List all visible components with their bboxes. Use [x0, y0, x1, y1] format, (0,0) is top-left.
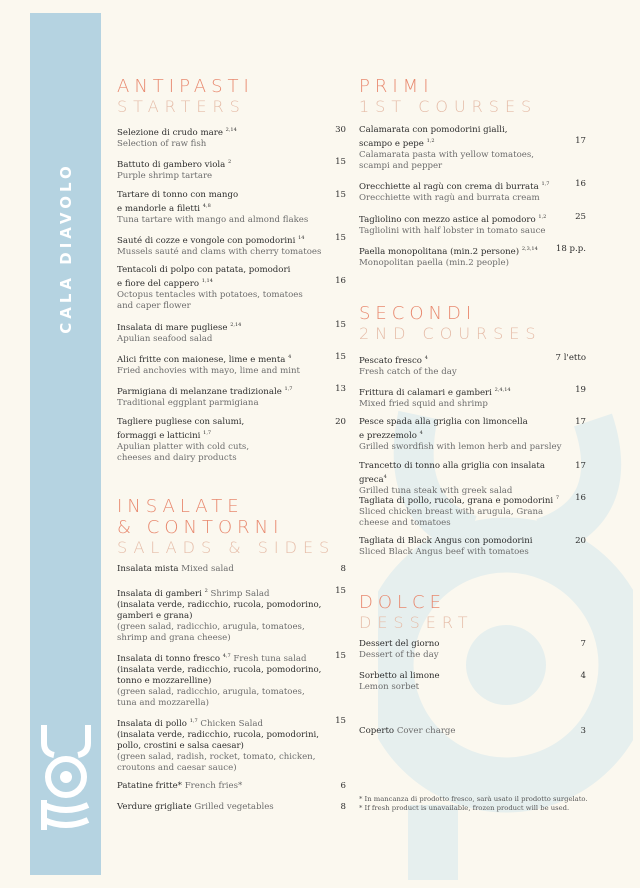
item-name [117, 428, 346, 442]
price: 17 [575, 461, 586, 471]
insalate-section [117, 496, 346, 826]
item-text: Grilled vegetables [194, 802, 274, 812]
price: 15 [335, 586, 346, 596]
item-name: Tagliata di Black Angus con pomodorini [359, 536, 533, 546]
item-name [117, 564, 346, 575]
item-name [117, 276, 346, 290]
item-name: Tagliere pugliese con salumi, [117, 417, 245, 427]
item-description: Purple shrimp tartare [117, 170, 213, 181]
menu-item [117, 564, 346, 575]
item-text: e prezzemolo [359, 430, 417, 441]
allergen-codes: 4 [424, 355, 428, 361]
item-name [359, 461, 586, 486]
item-name [117, 352, 346, 366]
item-name [117, 586, 346, 600]
item-description: Sliced chicken breast with arugula, Grana [359, 506, 544, 517]
menu-item [117, 157, 346, 182]
allergen-codes: 2,3,14 [521, 246, 538, 252]
item-description: Dessert of the day [359, 650, 439, 660]
item-text: Alici fritte con maionese, lime e menta [117, 354, 286, 365]
dolce-title: DOLCE [359, 592, 446, 613]
primi-section [359, 76, 586, 276]
item-text: Mixed salad [181, 564, 234, 574]
item-description: Selection of raw fish [117, 138, 207, 149]
menu-item [117, 352, 346, 377]
item-name: (insalata verde, radicchio, rucola, pomodorino, tonno e mozzarelline) [117, 664, 322, 686]
secondi-title: SECONDI [359, 303, 477, 324]
item-name: Sorbetto al limone [359, 671, 440, 681]
menu-item [359, 179, 586, 204]
allergen-codes: 14 [298, 235, 305, 241]
item-description: Tuna tartare with mango and almond flakes [117, 214, 309, 225]
price: 15 [335, 157, 346, 167]
allergen-codes: 4 [419, 430, 423, 436]
item-name [117, 201, 346, 215]
secondi-subtitle: 2ND COURSES [359, 324, 542, 343]
item-name: (insalata verde, radicchio, rucola, pomodorini, pollo, crostini e salsa caesar) [117, 729, 319, 751]
item-text: Parmigiana di melanzane tradizionale [117, 386, 282, 397]
item-description: Grilled swordfish with lemon herb and parsley [359, 441, 562, 452]
item-name [359, 212, 586, 226]
item-text: Pescato fresco [359, 355, 422, 366]
item-name [359, 428, 586, 442]
allergen-codes: 1,2 [538, 214, 547, 220]
menu-item [359, 461, 586, 497]
item-name [117, 781, 346, 792]
item-text: Verdure grigliate [117, 802, 192, 812]
item-name: Dessert del giorno [359, 639, 440, 649]
price: 7 [580, 639, 586, 649]
item-name [359, 493, 586, 507]
menu-item [359, 125, 586, 172]
item-description: Apulian platter with cold cuts, [117, 441, 250, 452]
price: 30 [335, 125, 346, 135]
menu-item [359, 639, 586, 661]
sidebar-band [30, 13, 101, 875]
item-text: Insalata di tonno fresco [117, 653, 220, 664]
menu-item [359, 493, 586, 529]
item-name: Tentacoli di polpo con patata, pomodori [117, 265, 291, 275]
item-description: Traditional eggplant parmigiana [117, 397, 259, 408]
price: 17 [575, 136, 586, 146]
item-description: Fresh catch of the day [359, 366, 457, 377]
price: 15 [335, 716, 346, 726]
item-text: Insalata di mare pugliese [117, 322, 228, 333]
item-name [359, 385, 586, 399]
item-name [117, 802, 346, 813]
item-name: (insalata verde, radicchio, rucola, pomodorino, gamberi e grana) [117, 599, 322, 621]
menu-item [117, 716, 346, 774]
contorni-title: & CONTORNI [117, 517, 284, 538]
item-description: Mixed fried squid and shrimp [359, 398, 488, 409]
item-text: Trancetto di tonno alla griglia con insalata greca [359, 461, 545, 485]
insalate-title: INSALATE [117, 496, 244, 517]
allergen-codes: 4,7 [222, 653, 231, 659]
item-text: Cover charge [396, 726, 456, 736]
price: 13 [335, 384, 346, 394]
allergen-codes: 4 [288, 354, 292, 360]
antipasti-title: ANTIPASTI [117, 76, 254, 97]
item-description: Apulian seafood salad [117, 333, 213, 344]
insalate-subtitle: SALADS & SIDES [117, 538, 336, 557]
menu-item [117, 320, 346, 345]
menu-item [117, 125, 346, 150]
price: 4 [580, 671, 586, 681]
item-description: Mussels sauté and clams with cherry tomatoes [117, 246, 322, 257]
item-name: Pesce spada alla griglia con limoncella [359, 417, 528, 427]
price: 20 [335, 417, 346, 427]
item-description: Fried anchovies with mayo, lime and mint [117, 365, 300, 376]
item-name [117, 716, 346, 730]
item-description: Octopus tentacles with potatoes, tomatoes [117, 289, 303, 300]
item-name [359, 136, 586, 150]
allergen-codes: 2 [227, 159, 232, 165]
menu-item [117, 586, 346, 644]
item-text: scampo e pepe [359, 138, 424, 149]
item-text: French fries* [184, 781, 243, 791]
primi-subtitle: 1ST COURSES [359, 97, 538, 116]
allergen-codes: 1,7 [284, 386, 293, 392]
price: 8 [340, 564, 346, 574]
item-description: Orecchiette with ragù and burrata cream [359, 192, 540, 203]
dolce-section [359, 592, 586, 742]
item-text: Sauté di cozze e vongole con pomodorini [117, 235, 296, 246]
menu-item [359, 671, 586, 693]
item-text: e fiore del cappero [117, 278, 200, 289]
item-description: scampi and pepper [359, 160, 443, 171]
item-text: Tagliata di pollo, rucola, grana e pomodorini [359, 495, 554, 506]
item-description: cheese and tomatoes [359, 517, 451, 528]
menu-item [117, 651, 346, 709]
allergen-codes: 2,14 [230, 322, 242, 328]
menu-item [117, 417, 346, 464]
item-description: Sliced Black Angus beef with tomatoes [359, 547, 529, 557]
secondi-section [359, 303, 586, 573]
item-description: (green salad, radish, rocket, tomato, chicken, croutons and caesar sauce) [117, 751, 316, 773]
price: 18 p.p. [555, 244, 586, 254]
menu-item [117, 233, 346, 258]
allergen-codes: 2 [204, 588, 208, 594]
item-text: Selezione di crudo mare [117, 127, 223, 138]
item-name [359, 353, 586, 367]
item-text: Tagliolino con mezzo astice al pomodoro [359, 214, 536, 225]
item-description: (green salad, radicchio, arugula, tomatoes, shrimp and grana cheese) [117, 621, 305, 643]
item-text: formaggi e latticini [117, 430, 201, 441]
item-text: Insalata di pollo [117, 718, 187, 729]
antipasti-section [117, 76, 346, 476]
menu-item [359, 353, 586, 378]
item-text: Chicken Salad [200, 718, 264, 729]
price: 15 [335, 233, 346, 243]
menu-item [359, 244, 586, 269]
footnotes [359, 795, 599, 813]
item-text: Fresh tuna salad [233, 653, 307, 664]
price: 20 [575, 536, 586, 546]
allergen-codes: 1,2 [426, 138, 435, 144]
price: 25 [575, 212, 586, 222]
menu-item [117, 265, 346, 312]
item-text: Orecchiette al ragù con crema di burrata [359, 181, 539, 192]
price: 15 [335, 352, 346, 362]
item-text: Patatine fritte* [117, 781, 182, 791]
item-description: (green salad, radicchio, arugula, tomatoes, tuna and mozzarella) [117, 686, 305, 708]
primi-title: PRIMI [359, 76, 434, 97]
item-name [359, 179, 586, 193]
menu-item [117, 802, 346, 813]
brand-name: CALA DIAVOLO [56, 162, 75, 334]
item-name [117, 157, 346, 171]
item-name [117, 125, 346, 139]
item-name [359, 726, 586, 737]
menu-item [117, 384, 346, 409]
price: 17 [575, 417, 586, 427]
menu-item [359, 417, 586, 453]
price: 15 [335, 320, 346, 330]
allergen-codes: 1,7 [203, 430, 212, 436]
allergen-codes: 2,14 [225, 127, 237, 133]
footnote-en: * If fresh product is unavailable, frozen product will be used. [359, 804, 570, 812]
price: 19 [575, 385, 586, 395]
price: 7 l'etto [555, 353, 586, 363]
item-name [117, 233, 346, 247]
price: 15 [335, 190, 346, 200]
price: 15 [335, 651, 346, 661]
menu-item [117, 781, 346, 792]
item-text: Insalata di gamberi [117, 588, 202, 599]
item-text: Paella monopolitana (min.2 persone) [359, 246, 520, 257]
dolce-subtitle: DESSERT [359, 613, 474, 632]
menu-item [117, 190, 346, 226]
item-text: Battuto di gambero viola [117, 159, 226, 170]
allergen-codes: 1,7 [189, 718, 198, 724]
item-name: Calamarata con pomodorini gialli, [359, 125, 508, 135]
allergen-codes: 7 [555, 495, 560, 501]
allergen-codes: 4 [383, 474, 387, 480]
item-description: Grilled tuna steak with greek salad [359, 485, 513, 496]
price: 3 [580, 726, 586, 736]
allergen-codes: 4,8 [202, 203, 211, 209]
brand-logo-icon [38, 725, 94, 830]
antipasti-subtitle: STARTERS [117, 97, 246, 116]
item-description: Lemon sorbet [359, 682, 420, 692]
item-text: Insalata mista [117, 564, 179, 574]
price: 8 [340, 802, 346, 812]
price: 16 [575, 179, 586, 189]
menu-item [359, 212, 586, 237]
allergen-codes: 1,7 [541, 181, 550, 187]
item-description: cheeses and dairy products [117, 452, 237, 463]
cover-charge [359, 726, 586, 737]
item-text: e mandorle a filetti [117, 203, 201, 214]
menu-item [359, 385, 586, 410]
item-name [117, 320, 346, 334]
item-description: Monopolitan paella (min.2 people) [359, 257, 509, 268]
menu-item [359, 536, 586, 558]
price: 16 [575, 493, 586, 503]
item-name [359, 244, 586, 258]
item-text: Frittura di calamari e gamberi [359, 387, 492, 398]
price: 6 [340, 781, 346, 791]
item-name [117, 651, 346, 665]
item-name [117, 384, 346, 398]
item-description: Calamarata pasta with yellow tomatoes, [359, 149, 535, 160]
item-name: Tartare di tonno con mango [117, 190, 239, 200]
price: 16 [335, 276, 346, 286]
item-text: Shrimp Salad [210, 588, 270, 599]
item-description: Tagliolini with half lobster in tomato sauce [359, 225, 546, 236]
item-description: and caper flower [117, 300, 191, 311]
footnote-it: * In mancanza di prodotto fresco, sarà usato il prodotto surgelato. [359, 795, 588, 803]
allergen-codes: 2,4,14 [494, 387, 511, 393]
item-text: Coperto [359, 726, 395, 736]
allergen-codes: 1,14 [201, 278, 213, 284]
